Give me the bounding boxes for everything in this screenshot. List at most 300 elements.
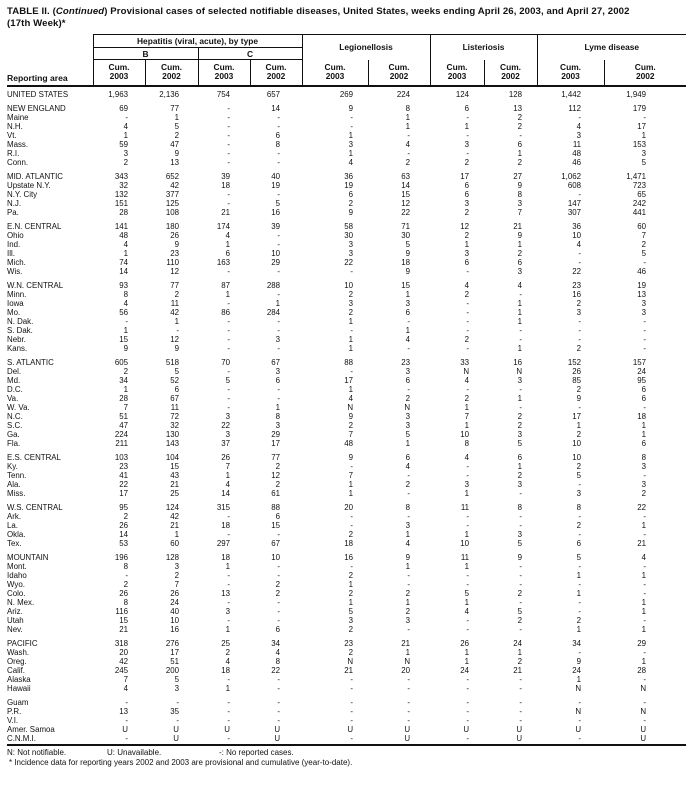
value-cell: - xyxy=(227,298,230,308)
value-cell: 5 xyxy=(405,429,411,439)
value-cell: - xyxy=(519,334,523,344)
value-cell: 26 xyxy=(170,230,179,240)
value-cell: 2 xyxy=(576,343,582,353)
value-cell: - xyxy=(643,615,647,625)
value-cell: 1 xyxy=(464,420,470,430)
value-cell: 34 xyxy=(119,375,128,385)
value-cell: 8 xyxy=(517,502,523,512)
value-cell: 11 xyxy=(170,402,179,412)
value-cell: 2 xyxy=(641,488,647,498)
value-cell: - xyxy=(466,715,470,725)
value-cell: - xyxy=(407,683,411,693)
value-cell: - xyxy=(125,112,128,122)
value-cell: 1 xyxy=(641,429,647,439)
table-row xyxy=(7,344,686,353)
table-row xyxy=(7,634,686,648)
value-cell: 6 xyxy=(517,257,523,267)
table-row xyxy=(7,290,686,299)
value-cell: 34 xyxy=(271,638,281,648)
value-cell: 3 xyxy=(405,298,411,308)
value-cell: 1 xyxy=(576,674,582,684)
value-cell: - xyxy=(277,683,281,693)
reporting-area-cell: Tenn. xyxy=(7,470,27,480)
value-cell: 9 xyxy=(405,248,411,258)
value-cell: 3 xyxy=(405,520,411,530)
value-cell: - xyxy=(227,570,230,580)
value-cell: 24 xyxy=(170,597,179,607)
table-row xyxy=(7,158,686,167)
value-cell: - xyxy=(643,334,647,344)
value-cell: 1 xyxy=(641,420,647,430)
value-cell: 1 xyxy=(405,647,411,657)
value-cell: 4 xyxy=(405,139,411,149)
value-cell: - xyxy=(519,289,523,299)
value-cell: 211 xyxy=(115,438,128,448)
table-row xyxy=(7,181,686,190)
legionellosis-group-header: Legionellosis xyxy=(302,35,430,60)
footnote-legend xyxy=(7,748,686,758)
value-cell: 23 xyxy=(119,461,128,471)
value-cell: 16 xyxy=(170,624,179,634)
value-cell: 1 xyxy=(641,520,647,530)
reporting-area-cell: Miss. xyxy=(7,488,26,498)
value-cell: 3 xyxy=(576,307,582,317)
value-cell: 7 xyxy=(348,429,354,439)
value-cell: 19 xyxy=(271,180,281,190)
value-cell: - xyxy=(350,461,354,471)
value-cell: 112 xyxy=(568,103,582,113)
value-cell: 9 xyxy=(174,148,179,158)
value-cell: 77 xyxy=(271,452,281,462)
value-cell: 7 xyxy=(464,411,470,421)
value-cell: 196 xyxy=(114,552,128,562)
value-cell: N xyxy=(640,683,647,693)
value-cell: 26 xyxy=(572,366,582,376)
value-cell: 7 xyxy=(517,207,523,217)
value-cell: 6 xyxy=(641,393,647,403)
value-cell: 59 xyxy=(119,139,128,149)
value-cell: 125 xyxy=(165,198,179,208)
value-cell: 35 xyxy=(170,706,179,716)
value-cell: - xyxy=(578,248,582,258)
value-cell: 2 xyxy=(405,588,411,598)
value-cell: - xyxy=(519,384,523,394)
table-title xyxy=(7,6,686,29)
value-cell: - xyxy=(277,674,281,684)
value-cell: 128 xyxy=(508,89,523,99)
value-cell: 5 xyxy=(641,157,647,167)
value-cell: 1,949 xyxy=(626,89,647,99)
reporting-area-cell: N. Mex. xyxy=(7,597,35,607)
column-header-cum: Cum. 2003 xyxy=(430,60,484,86)
table-row xyxy=(7,394,686,403)
table-row xyxy=(7,657,686,666)
reporting-area-cell: Ill. xyxy=(7,248,15,258)
value-cell: 1,062 xyxy=(561,171,582,181)
value-cell: 200 xyxy=(165,665,179,675)
value-cell: 21 xyxy=(221,207,230,217)
value-cell: - xyxy=(176,715,179,725)
reporting-area-cell: Oreg. xyxy=(7,656,27,666)
value-cell: 4 xyxy=(464,452,470,462)
value-cell: 2 xyxy=(576,520,582,530)
column-header-cum: Cum. 2002 xyxy=(484,60,537,86)
hepatitis-group-header: Hepatitis (viral, acute), by type xyxy=(93,35,302,48)
value-cell: 29 xyxy=(271,429,281,439)
value-cell: U xyxy=(404,724,411,734)
value-cell: - xyxy=(227,402,230,412)
value-cell: 4 xyxy=(348,157,354,167)
table-row xyxy=(7,512,686,521)
value-cell: 13 xyxy=(170,157,179,167)
value-cell: 3 xyxy=(517,529,523,539)
value-cell: 2 xyxy=(517,248,523,258)
value-cell: 4 xyxy=(405,538,411,548)
value-cell: N xyxy=(404,656,411,666)
column-header-cum: Cum. 2003 xyxy=(198,60,250,86)
value-cell: 1 xyxy=(641,606,647,616)
value-cell: 42 xyxy=(170,511,179,521)
value-cell: 8 xyxy=(123,289,128,299)
value-cell: 9 xyxy=(174,343,179,353)
value-cell: 3 xyxy=(641,307,647,317)
value-cell: 17 xyxy=(460,171,470,181)
value-cell: 30 xyxy=(344,230,354,240)
reporting-area-cell: Wash. xyxy=(7,647,30,657)
value-cell: 3 xyxy=(348,248,354,258)
value-cell: 3 xyxy=(174,683,179,693)
value-cell: 13 xyxy=(221,588,230,598)
value-cell: 5 xyxy=(174,366,179,376)
value-cell: 2 xyxy=(348,570,354,580)
value-cell: 32 xyxy=(119,180,128,190)
value-cell: 42 xyxy=(170,180,179,190)
table-row xyxy=(7,190,686,199)
table-row xyxy=(7,276,686,290)
value-cell: 26 xyxy=(460,638,470,648)
value-cell: - xyxy=(277,316,281,326)
table-row xyxy=(7,267,686,276)
value-cell: 157 xyxy=(632,357,647,367)
footnotes xyxy=(7,748,686,768)
value-cell: 8 xyxy=(405,103,411,113)
value-cell: - xyxy=(407,674,411,684)
value-cell: 377 xyxy=(165,189,179,199)
value-cell: 2 xyxy=(576,384,582,394)
value-cell: 15 xyxy=(119,615,128,625)
value-cell: 17 xyxy=(572,411,582,421)
reporting-area-cell: Calif. xyxy=(7,665,25,675)
value-cell: 8 xyxy=(275,656,281,666)
value-cell: 6 xyxy=(225,248,230,258)
reporting-area-cell: N.C. xyxy=(7,411,23,421)
value-cell: 2 xyxy=(275,461,281,471)
value-cell: 5 xyxy=(405,239,411,249)
value-cell: - xyxy=(407,316,411,326)
value-cell: 28 xyxy=(637,665,647,675)
table-row xyxy=(7,521,686,530)
table-row xyxy=(7,489,686,498)
value-cell: 17 xyxy=(344,375,354,385)
table-row xyxy=(7,498,686,512)
table-row xyxy=(7,471,686,480)
value-cell: 4 xyxy=(405,334,411,344)
value-cell: 2 xyxy=(576,461,582,471)
value-cell: - xyxy=(227,130,230,140)
value-cell: 42 xyxy=(119,656,128,666)
value-cell: 60 xyxy=(637,221,647,231)
value-cell: 8 xyxy=(576,502,582,512)
value-cell: - xyxy=(125,316,128,326)
value-cell: 1 xyxy=(225,289,230,299)
value-cell: - xyxy=(578,257,582,267)
value-cell: 269 xyxy=(339,89,354,99)
table-row xyxy=(7,539,686,548)
reporting-area-cell: Hawaii xyxy=(7,683,31,693)
column-header-cum: Cum. 2002 xyxy=(250,60,302,86)
reporting-area-cell: V.I. xyxy=(7,715,19,725)
value-cell: 11 xyxy=(460,502,470,512)
reporting-area-cell: Ark. xyxy=(7,511,22,521)
value-cell: 67 xyxy=(271,538,281,548)
reporting-area-cell: Ga. xyxy=(7,429,20,439)
value-cell: - xyxy=(277,239,281,249)
value-cell: 23 xyxy=(401,357,411,367)
value-cell: 2 xyxy=(405,157,411,167)
value-cell: 40 xyxy=(170,606,179,616)
value-cell: 2 xyxy=(275,479,281,489)
value-cell: - xyxy=(537,734,604,745)
value-cell: - xyxy=(350,266,354,276)
value-cell: - xyxy=(125,715,128,725)
value-cell: - xyxy=(578,402,582,412)
value-cell: U xyxy=(274,724,281,734)
reporting-area-cell: Nev. xyxy=(7,624,23,634)
value-cell: 46 xyxy=(572,157,582,167)
reporting-area-cell: S. ATLANTIC xyxy=(7,357,54,367)
value-cell: 10 xyxy=(271,552,281,562)
table-row xyxy=(7,208,686,217)
value-cell: 8 xyxy=(123,597,128,607)
value-cell: 16 xyxy=(344,552,354,562)
value-cell: 3 xyxy=(517,266,523,276)
table-row xyxy=(7,299,686,308)
value-cell: - xyxy=(227,697,230,707)
value-cell: - xyxy=(227,597,230,607)
value-cell: 21 xyxy=(513,665,523,675)
value-cell: 132 xyxy=(114,189,128,199)
value-cell: 24 xyxy=(513,638,523,648)
value-cell: 3 xyxy=(348,298,354,308)
reporting-area-cell: Mo. xyxy=(7,307,21,317)
value-cell: - xyxy=(519,570,523,580)
value-cell: 7 xyxy=(123,402,128,412)
value-cell: 1 xyxy=(464,121,470,131)
value-cell: 24 xyxy=(460,665,470,675)
reporting-area-cell: E.S. CENTRAL xyxy=(7,452,61,462)
value-cell: 3 xyxy=(517,375,523,385)
value-cell: - xyxy=(407,511,411,521)
value-cell: 4 xyxy=(517,280,523,290)
hepatitis-b-subheader: B xyxy=(93,48,198,60)
value-cell: 4 xyxy=(464,375,470,385)
value-cell: 60 xyxy=(170,538,179,548)
value-cell: 2 xyxy=(348,198,354,208)
value-cell: 2,136 xyxy=(159,89,179,99)
value-cell: 1 xyxy=(517,239,523,249)
value-cell: 10 xyxy=(271,248,281,258)
value-cell: 2 xyxy=(517,157,523,167)
table-row xyxy=(7,707,686,716)
value-cell: 5 xyxy=(275,198,281,208)
value-cell: 652 xyxy=(165,171,179,181)
table-row xyxy=(7,616,686,625)
reporting-area-cell: Mass. xyxy=(7,139,29,149)
value-cell: - xyxy=(277,148,281,158)
value-cell: 29 xyxy=(271,257,281,267)
value-cell: - xyxy=(466,624,470,634)
value-cell: 3 xyxy=(348,139,354,149)
reporting-area-cell: Wyo. xyxy=(7,579,25,589)
value-cell: 1 xyxy=(576,570,582,580)
value-cell: 43 xyxy=(170,470,179,480)
table-body xyxy=(7,86,686,745)
value-cell: - xyxy=(198,734,250,745)
value-cell: 2 xyxy=(348,307,354,317)
value-cell: 6 xyxy=(275,130,281,140)
value-cell: - xyxy=(430,734,484,745)
value-cell: 14 xyxy=(119,266,128,276)
value-cell: - xyxy=(350,674,354,684)
value-cell: - xyxy=(643,470,647,480)
reporting-area-header: Reporting area xyxy=(7,35,93,86)
value-cell: - xyxy=(227,529,230,539)
table-row xyxy=(7,480,686,489)
value-cell: 25 xyxy=(221,638,230,648)
value-cell: 4 xyxy=(641,552,647,562)
value-cell: - xyxy=(227,511,230,521)
table-row xyxy=(7,131,686,140)
value-cell: 1 xyxy=(275,298,281,308)
value-cell: 1 xyxy=(464,402,470,412)
table-row xyxy=(7,448,686,462)
value-cell: 1 xyxy=(464,647,470,657)
value-cell: 32 xyxy=(170,420,179,430)
value-cell: 11 xyxy=(170,298,179,308)
value-cell: - xyxy=(466,674,470,684)
value-cell: 1 xyxy=(641,570,647,580)
reporting-area-cell: Ala. xyxy=(7,479,21,489)
value-cell: 61 xyxy=(271,488,281,498)
value-cell: 21 xyxy=(170,520,179,530)
reporting-area-cell: Guam xyxy=(7,697,29,707)
value-cell: - xyxy=(277,615,281,625)
value-cell: 20 xyxy=(401,665,411,675)
value-cell: 22 xyxy=(637,502,647,512)
value-cell: 9 xyxy=(405,266,411,276)
value-cell: 24 xyxy=(572,665,582,675)
value-cell: 2 xyxy=(464,157,470,167)
value-cell: 128 xyxy=(165,552,179,562)
table-row xyxy=(7,403,686,412)
value-cell: - xyxy=(227,198,230,208)
value-cell: 9 xyxy=(517,230,523,240)
reporting-area-cell: C.N.M.I. xyxy=(7,734,93,745)
value-cell: - xyxy=(277,597,281,607)
table-row xyxy=(7,249,686,258)
value-cell: - xyxy=(578,479,582,489)
reporting-area-cell: Va. xyxy=(7,393,19,403)
value-cell: 1 xyxy=(405,597,411,607)
value-cell: - xyxy=(277,343,281,353)
value-cell: 3 xyxy=(641,148,647,158)
table-row xyxy=(7,353,686,367)
value-cell: - xyxy=(466,343,470,353)
value-cell: 21 xyxy=(119,624,128,634)
value-cell: 1 xyxy=(348,488,354,498)
value-cell: 108 xyxy=(165,207,179,217)
value-cell: 6 xyxy=(275,375,281,385)
value-cell: - xyxy=(519,130,523,140)
value-cell: 3 xyxy=(275,420,281,430)
value-cell: 224 xyxy=(114,429,128,439)
value-cell: - xyxy=(643,511,647,521)
value-cell: - xyxy=(519,579,523,589)
value-cell: 104 xyxy=(165,452,179,462)
value-cell: U xyxy=(484,734,537,745)
value-cell: - xyxy=(466,615,470,625)
value-cell: 20 xyxy=(119,647,128,657)
value-cell: 34 xyxy=(572,638,582,648)
value-cell: 657 xyxy=(266,89,281,99)
reporting-area-cell: N.H. xyxy=(7,121,23,131)
value-cell: 72 xyxy=(170,411,179,421)
value-cell: - xyxy=(466,520,470,530)
value-cell: 28 xyxy=(119,207,128,217)
value-cell: 1 xyxy=(348,479,354,489)
value-cell: - xyxy=(578,606,582,616)
value-cell: 1 xyxy=(405,561,411,571)
value-cell: - xyxy=(227,366,230,376)
value-cell: - xyxy=(643,697,647,707)
value-cell: 224 xyxy=(396,89,411,99)
value-cell: 2 xyxy=(275,588,281,598)
value-cell: 18 xyxy=(221,665,230,675)
value-cell: 21 xyxy=(170,479,179,489)
value-cell: 3 xyxy=(517,429,523,439)
value-cell: 143 xyxy=(165,438,179,448)
table-row xyxy=(7,86,686,99)
value-cell: 2 xyxy=(517,420,523,430)
value-cell: - xyxy=(643,257,647,267)
value-cell: U xyxy=(250,734,302,745)
value-cell: 1 xyxy=(517,343,523,353)
value-cell: - xyxy=(466,266,470,276)
table-row xyxy=(7,589,686,598)
value-cell: 6 xyxy=(464,189,470,199)
value-cell: - xyxy=(519,597,523,607)
value-cell: 754 xyxy=(216,89,230,99)
value-cell: - xyxy=(519,511,523,521)
value-cell: 1 xyxy=(348,130,354,140)
value-cell: - xyxy=(466,579,470,589)
value-cell: - xyxy=(407,130,411,140)
value-cell: 21 xyxy=(401,638,411,648)
value-cell: 28 xyxy=(119,393,128,403)
value-cell: 11 xyxy=(460,552,470,562)
value-cell: 17 xyxy=(119,488,128,498)
table-row xyxy=(7,548,686,562)
